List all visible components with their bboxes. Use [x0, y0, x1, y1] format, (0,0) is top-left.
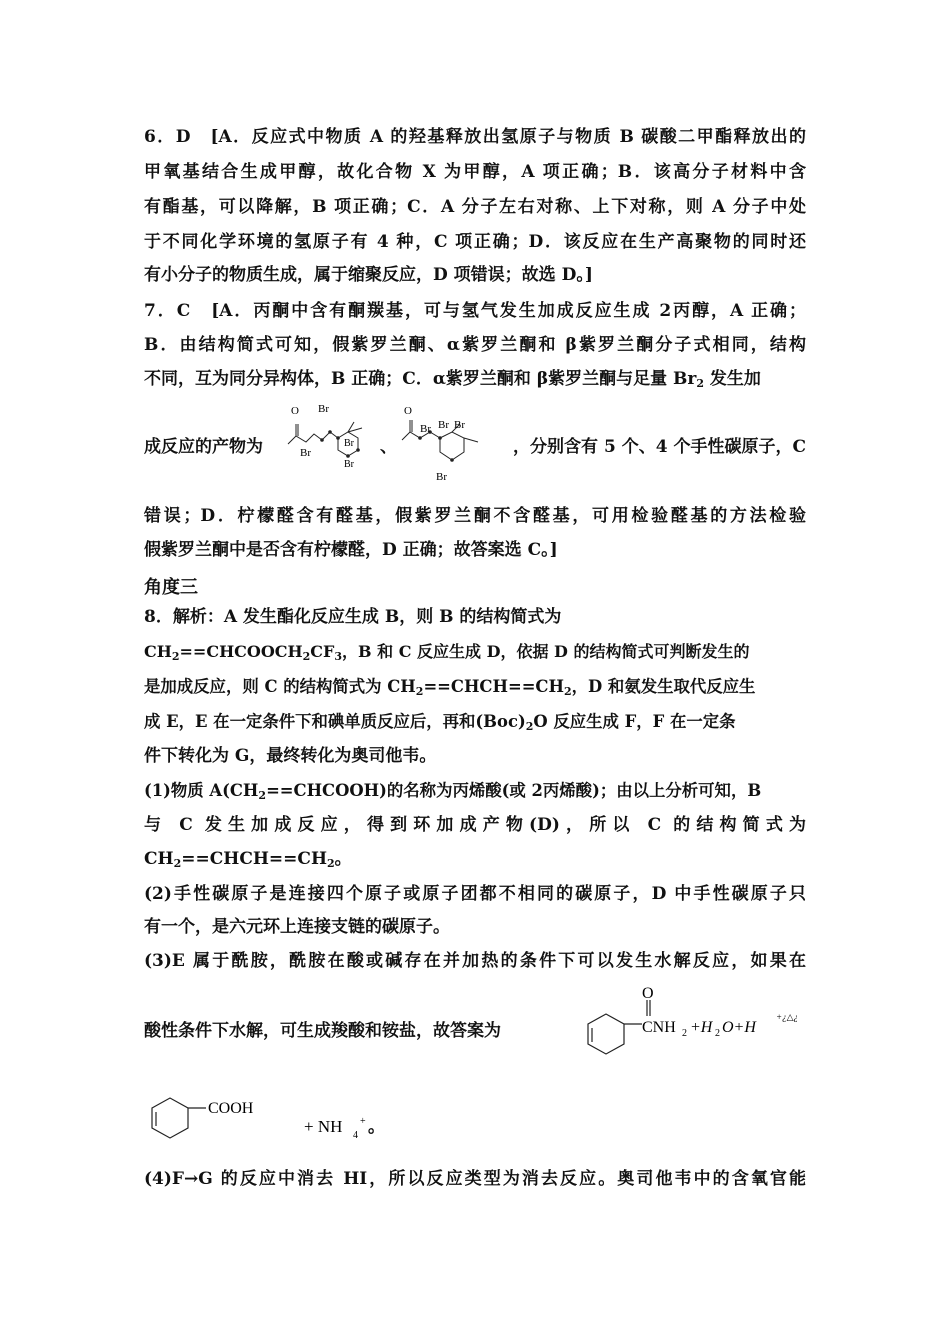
- q6-line-2: 甲氧基结合生成甲醇，故化合物 X 为甲醇，A 项正确；B．该高分子材料中含: [144, 162, 806, 182]
- s1-br-ring: Br: [344, 438, 354, 449]
- q8-l3-b: ==CHCH==CH: [423, 677, 564, 696]
- q6-line-3: 有酯基，可以降解，B 项正确；C．A 分子左右对称、上下对称，则 A 分子中处: [144, 197, 806, 217]
- q8-p1-e: ==CHCH==CH: [181, 849, 328, 869]
- ammonium-charge: +: [360, 1116, 366, 1127]
- s2-br-2: Br: [438, 419, 449, 431]
- section-heading: 角度三: [144, 577, 198, 598]
- q6-line-1: 6．D [A．反应式中物质 A 的羟基释放出氢原子与物质 B 碳酸二甲酯释放出的: [144, 127, 806, 147]
- q7-line-3-b: 发生加: [704, 369, 761, 389]
- q6-line-4: 于不同化学环境的氢原子有 4 种，C 项正确；D．该反应在生产高聚物的同时还: [144, 232, 806, 252]
- water-plus: +H: [690, 1019, 713, 1036]
- q7-line-4-b: ，分别含有 5 个、4 个手性碳原子，C: [513, 437, 806, 457]
- q8-p2-line-1: (2)手性碳原子是连接四个原子或原子团都不相同的碳原子，D 中手性碳原子只: [144, 884, 806, 904]
- q8-p4-line-1: (4)F→G 的反应中消去 HI，所以反应类型为消去反应。奥司他韦中的含氧官能: [144, 1169, 806, 1189]
- s1-br-bottom: Br: [300, 447, 311, 459]
- q8-p1-d: CH: [144, 849, 174, 869]
- q8-l4-b: O 反应生成 F，F 在一定条: [533, 712, 736, 731]
- q7-line-3-a: 不同，互为同分异构体，B 正确；C．α紫罗兰酮和 β紫罗兰酮与足量 Br: [144, 369, 697, 389]
- q8-l2-rest: ，B 和 C 反应生成 D，依据 D 的结构简式可判断发生的: [342, 642, 750, 661]
- q8-p3-line-2: 酸性条件下水解，可生成羧酸和铵盐，故答案为: [144, 1021, 501, 1041]
- ammonium-ion: + NH: [304, 1117, 343, 1136]
- ammonium-sub: 4: [353, 1130, 358, 1141]
- dibromo-product-2-structure: [398, 404, 502, 484]
- q8-p1-line-3: [144, 848, 806, 870]
- amide-group: CNH: [642, 1019, 676, 1036]
- q7-line-1: 7．C [A．丙酮中含有酮羰基，可与氢气发生加成反应生成 2丙醇，A 正确；: [144, 301, 806, 321]
- q8-p1-line-1: [144, 780, 806, 802]
- s2-oxygen: O: [404, 405, 412, 417]
- water-sub: 2: [715, 1028, 720, 1039]
- q8-p1-sub: 2: [258, 789, 267, 802]
- q7-line-4-sep: 、: [380, 437, 397, 457]
- water-o: O+H: [722, 1019, 756, 1036]
- s1-br-ring-bottom: Br: [344, 459, 354, 468]
- q8-l2-sub2: 2: [171, 650, 180, 663]
- reaction-condition: +¿△¿: [776, 1012, 798, 1022]
- q8-l3-sub-b: 2: [563, 685, 572, 698]
- q8-p1-sub-d: 2: [173, 857, 182, 870]
- q8-line-2: [144, 641, 806, 663]
- q8-line-1: 8．解析：A 发生酯化反应生成 B，则 B 的结构简式为: [144, 607, 562, 627]
- q8-p1-f: 。: [334, 849, 352, 869]
- q8-l4-a: 成 E，E 在一定条件下和碘单质反应后，再和(Boc): [144, 712, 526, 731]
- q8-l3-c: ，D 和氨发生取代反应生: [571, 677, 756, 696]
- q7-line-4-a: 成反应的产物为: [144, 437, 263, 457]
- q8-p1-line-2: 与 C 发生加成反应，得到环加成产物(D)，所以 C 的结构简式为: [144, 815, 806, 835]
- dibromo-product-1-structure: [282, 400, 377, 468]
- q7-br2-sub: 2: [696, 377, 705, 390]
- s1-br-top: Br: [318, 403, 329, 415]
- q7-line-2: B．由结构简式可知，假紫罗兰酮、α紫罗兰酮和 β紫罗兰酮分子式相同，结构: [144, 335, 806, 355]
- q8-p1-a: (1)物质 A(CH: [144, 781, 259, 800]
- q8-l2-cooch: ==CHCOOCH: [179, 642, 303, 661]
- q8-l4-sub: 2: [525, 720, 534, 733]
- q8-l2-sub3: 3: [334, 650, 343, 663]
- carboxyl-group: COOH: [208, 1100, 254, 1117]
- amide-hydrolysis-equation: [580, 980, 806, 1066]
- q8-line-3: [144, 676, 806, 698]
- q8-l2-ch: CH: [144, 642, 172, 661]
- q8-p2-line-2: 有一个，是六元环上连接支链的碳原子。: [144, 917, 450, 937]
- s1-oxygen: O: [291, 405, 299, 417]
- q8-p1-b: ==CHCOOH)的名称为丙烯酸(或 2丙烯酸)；由以上分析可知，B: [266, 781, 762, 800]
- q8-l2-sub2b: 2: [302, 650, 311, 663]
- q8-p3-line-1: (3)E 属于酰胺，酰胺在酸或碱存在并加热的条件下可以发生水解反应，如果在: [144, 951, 806, 971]
- q6-line-5: 有小分子的物质生成，属于缩聚反应，D 项错误；故选 D。]: [144, 265, 593, 285]
- s2-br-4: Br: [436, 471, 447, 483]
- q7-line-6: 假紫罗兰酮中是否含有柠檬醛，D 正确；故答案选 C。]: [144, 540, 558, 560]
- q7-line-5: 错误；D．柠檬醛含有醛基，假紫罗兰酮不含醛基，可用检验醛基的方法检验: [144, 506, 806, 526]
- q8-line-5: 件下转化为 G，最终转化为奥司他韦。: [144, 746, 437, 766]
- q7-line-3: [144, 368, 806, 390]
- sentence-end: 。: [368, 1117, 385, 1136]
- q8-l2-cf: CF: [310, 642, 335, 661]
- q8-l3-a: 是加成反应，则 C 的结构简式为 CH: [144, 677, 416, 696]
- s2-br-3: Br: [454, 419, 465, 431]
- amide-oxygen: O: [642, 985, 654, 1002]
- hydrolysis-products: [146, 1086, 396, 1146]
- q8-p1-sub-e: 2: [327, 857, 335, 870]
- q8-l3-sub-a: 2: [415, 685, 424, 698]
- s2-br-1: Br: [420, 423, 431, 435]
- q8-line-4: [144, 711, 806, 733]
- amide-sub: 2: [682, 1028, 687, 1039]
